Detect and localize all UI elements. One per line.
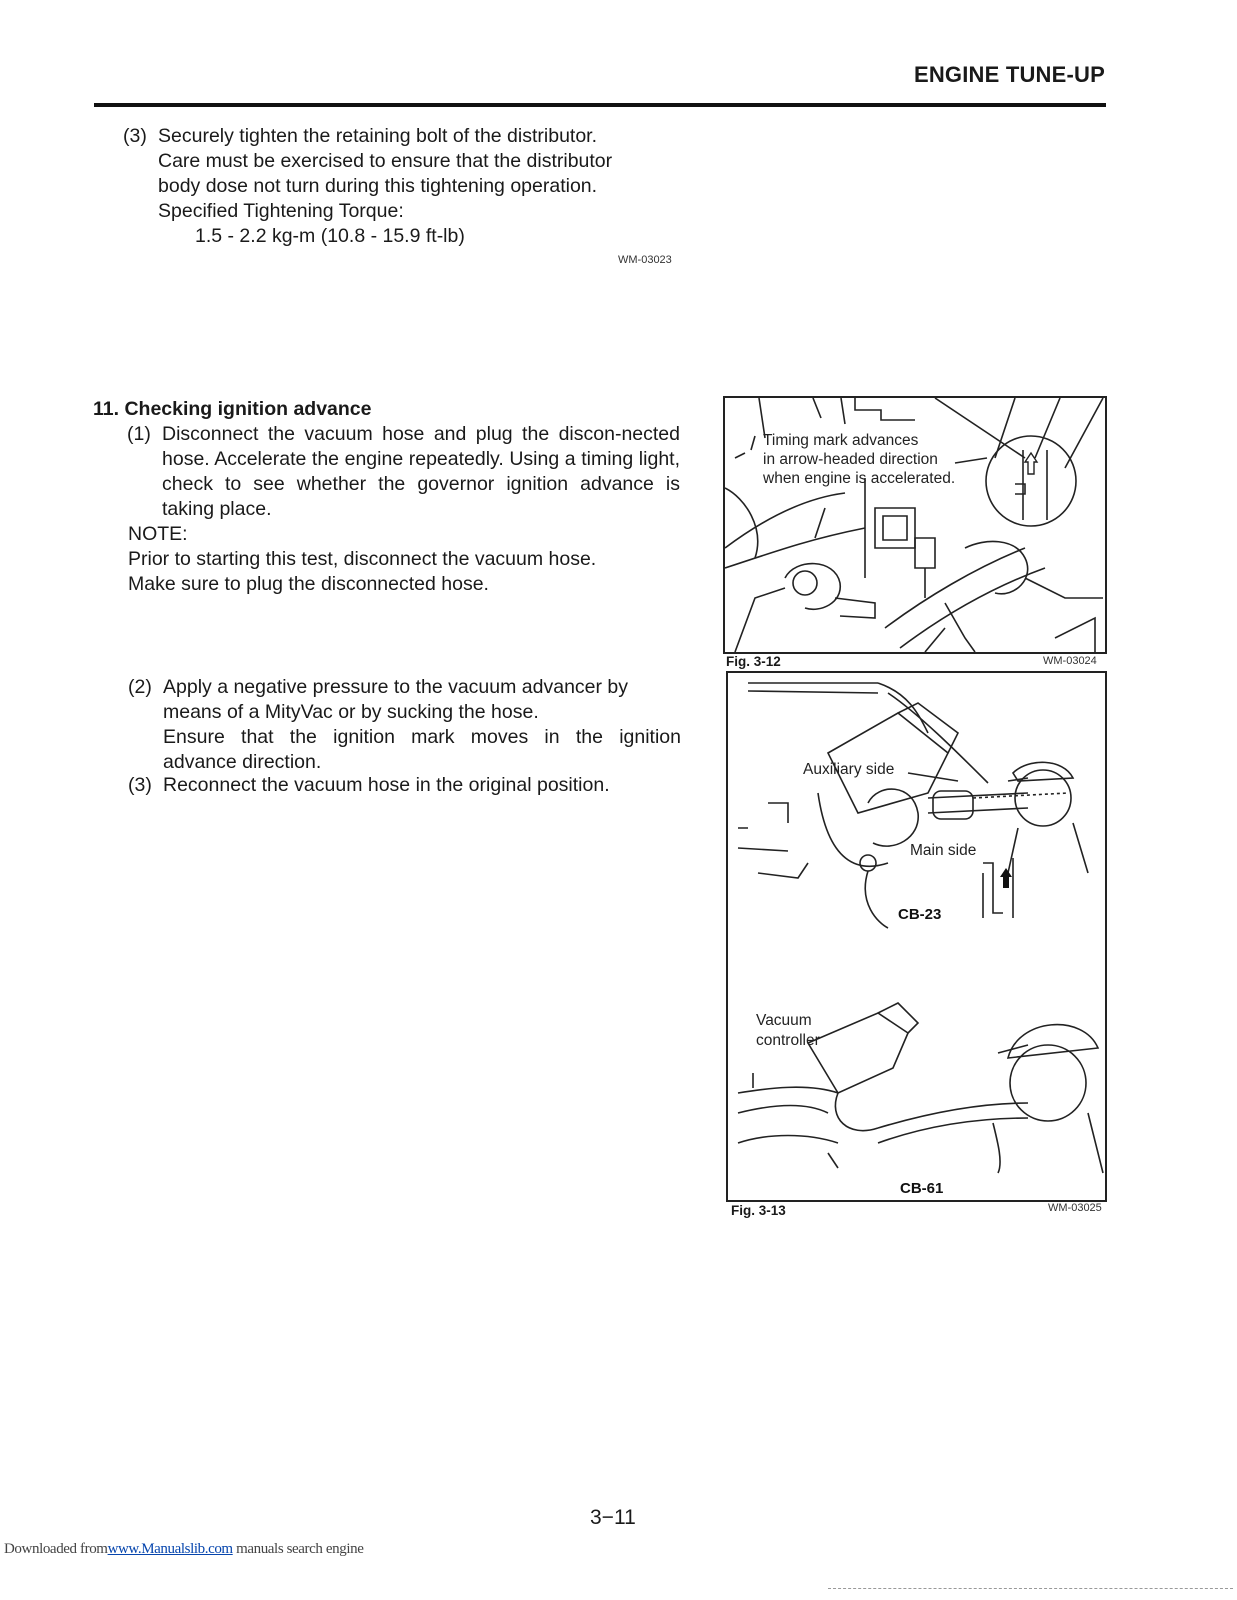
reference-code: WM-03025: [1048, 1202, 1102, 1214]
item-number: (1): [127, 423, 151, 445]
drawing-line: [1055, 618, 1095, 652]
footer-divider: [828, 1588, 1233, 1589]
item-line: Apply a negative pressure to the vacuum advancer by: [163, 676, 629, 698]
vacuum-advancer: [868, 789, 918, 846]
drawing-line: [758, 863, 808, 878]
drawing-line: [738, 1087, 838, 1093]
hose-line: [878, 683, 928, 733]
manualslib-link[interactable]: www.Manualslib.com: [107, 1541, 233, 1557]
item-text: Reconnect the vacuum hose in the original position.: [163, 774, 610, 796]
drawing-line: [1035, 398, 1060, 458]
mechanic-body: [1008, 823, 1088, 873]
drawing-line: [841, 398, 845, 424]
callout-text: controller: [756, 1032, 820, 1049]
fitting-shape: [915, 538, 935, 568]
download-footer: [4, 1541, 363, 1558]
drawing-line: [813, 398, 821, 418]
item-line: advance direction.: [163, 751, 322, 773]
step-number: (3): [123, 125, 147, 147]
reference-code: WM-03024: [1043, 655, 1097, 667]
callout-leader: [751, 436, 755, 450]
hose-line: [885, 548, 1025, 628]
callout-leader: [735, 453, 745, 458]
hose-line: [888, 693, 988, 783]
vacuum-test-drawing: [728, 673, 1105, 1200]
mechanic-body: [993, 1113, 1103, 1173]
item-line: Ensure that the ignition mark moves in the ignition: [163, 726, 681, 748]
figure-label: Fig. 3-12: [726, 654, 781, 669]
note-label: NOTE:: [128, 523, 188, 545]
bracket-shape: [883, 516, 907, 540]
magnified-detail-circle: [986, 436, 1076, 526]
page-header-title: ENGINE TUNE-UP: [913, 62, 1105, 87]
drawing-line: [735, 588, 785, 652]
advance-arrow-icon: [1000, 868, 1012, 888]
hose-line: [928, 793, 1028, 798]
callout-text: in arrow-headed direction: [763, 451, 938, 468]
section-heading: 11. Checking ignition advance: [93, 398, 372, 420]
note-text: Make sure to plug the disconnected hose.: [128, 573, 489, 595]
drawing-line: [748, 691, 878, 693]
footer-prefix: Downloaded from: [4, 1541, 108, 1557]
figure-3-13-illustration: [726, 671, 1107, 1202]
item-line: means of a MityVac or by sucking the hose.: [163, 701, 539, 723]
drawing-line: [768, 803, 788, 823]
nipple-shape: [860, 855, 876, 871]
torque-value: 1.5 - 2.2 kg-m (10.8 - 15.9 ft-lb): [195, 225, 465, 247]
header-rule: [94, 103, 1106, 107]
detail-line: [983, 863, 1003, 913]
item-number: (2): [128, 676, 152, 698]
leader-line: [865, 871, 888, 928]
figure-3-12-illustration: [723, 396, 1107, 654]
figure-label: Fig. 3-13: [731, 1203, 786, 1218]
drawing-line: [828, 1153, 838, 1168]
page-number: 3−11: [590, 1506, 636, 1529]
callout-text: Timing mark advances: [763, 432, 919, 449]
step-line: Securely tighten the retaining bolt of the distributor.: [158, 125, 598, 147]
drawing-line: [738, 1136, 838, 1144]
drawing-line: [1025, 578, 1103, 598]
drawing-line: [925, 628, 945, 652]
reference-code: WM-03023: [618, 254, 672, 266]
step-line: body dose not turn during this tightening operation.: [158, 175, 598, 197]
callout-leader: [908, 773, 958, 781]
footer-suffix: manuals search engine: [232, 1541, 364, 1557]
callout-text: Vacuum: [756, 1012, 812, 1029]
hose-line: [928, 808, 1028, 813]
drawing-line: [738, 1106, 828, 1114]
drawing-line: [1065, 398, 1103, 468]
bolt-shape: [793, 571, 817, 595]
timing-mark-drawing: [725, 398, 1105, 652]
item-number: (3): [128, 774, 152, 796]
callout-text: when engine is accelerated.: [763, 470, 956, 487]
callout-text: Auxiliary side: [803, 761, 895, 778]
note-text: Prior to starting this test, disconnect the vacuum hose.: [128, 548, 597, 570]
drawing-line: [725, 493, 845, 548]
drawing-line: [725, 488, 758, 558]
torque-label: Specified Tightening Torque:: [158, 200, 404, 222]
item-text: Disconnect the vacuum hose and plug the discon-nected hose. Accelerate the engine repeatedly. Using a timing light, check to see whether the governor ignition advance is taking place.: [162, 423, 680, 520]
part-code: CB-23: [898, 906, 942, 923]
drawing-line: [738, 828, 788, 851]
controller-body: [808, 1013, 908, 1093]
step-line: Care must be exercised to ensure that the distributor: [158, 150, 613, 172]
callout-leader: [955, 458, 987, 463]
part-code: CB-61: [900, 1180, 944, 1197]
hose-clamp: [965, 541, 1028, 593]
hose-line: [900, 568, 1045, 648]
drawing-line: [815, 508, 825, 538]
controller-body: [878, 1003, 918, 1033]
mechanic-cap: [1008, 1025, 1098, 1058]
drawing-line: [835, 598, 875, 618]
bracket-shape: [875, 508, 915, 548]
drawing-line: [855, 398, 915, 420]
callout-text: Main side: [910, 842, 977, 859]
diaphragm-shape: [835, 1093, 878, 1131]
filter-shape: [933, 791, 973, 819]
drawing-line: [945, 603, 975, 652]
